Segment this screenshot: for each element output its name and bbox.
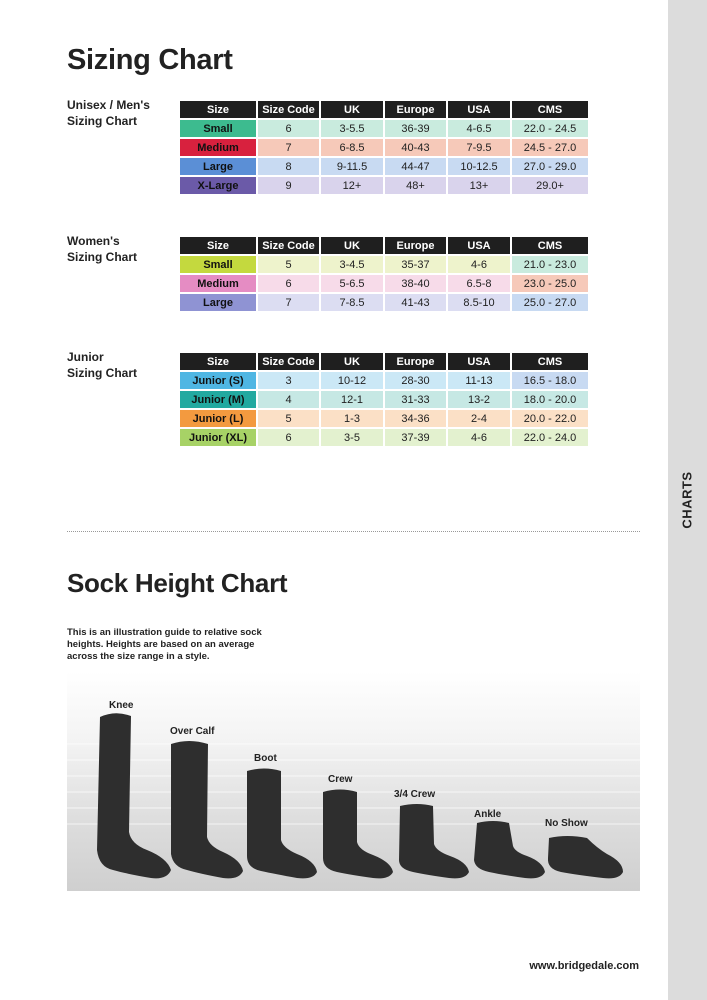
header-europe: Europe: [385, 101, 446, 118]
website-url: www.bridgedale.com: [529, 960, 639, 972]
sock-illustration-svg: [67, 672, 640, 891]
header-size: Size: [180, 237, 256, 254]
header-size-code: Size Code: [258, 237, 319, 254]
size-cell: Large: [180, 294, 256, 311]
usa-cell: 8.5-10: [448, 294, 510, 311]
cms-cell: 29.0+: [512, 177, 588, 194]
europe-cell: 35-37: [385, 256, 446, 273]
unisex-table-label: [67, 97, 150, 129]
crew-sock-icon: [323, 790, 393, 879]
cms-cell: 16.5 - 18.0: [512, 372, 588, 389]
sock-height-intro: This is an illustration guide to relative sock heights. Heights are based on an average across the size range in a style.: [67, 627, 262, 662]
womens-table-label: [67, 233, 137, 265]
usa-cell: 11-13: [448, 372, 510, 389]
header-cms: CMS: [512, 353, 588, 370]
header-europe: Europe: [385, 353, 446, 370]
womens-label-line1: Women's: [67, 234, 120, 248]
size-code-cell: 8: [258, 158, 319, 175]
junior-label-line1: Junior: [67, 350, 104, 364]
size-cell: Large: [180, 158, 256, 175]
sock-height-title: Sock Height Chart: [67, 568, 288, 598]
header-cms: CMS: [512, 237, 588, 254]
table-row: [180, 275, 588, 292]
europe-cell: 44-47: [385, 158, 446, 175]
cms-cell: 20.0 - 22.0: [512, 410, 588, 427]
size-cell: Medium: [180, 139, 256, 156]
junior-table-label: [67, 349, 137, 381]
usa-cell: 2-4: [448, 410, 510, 427]
usa-cell: 4-6: [448, 429, 510, 446]
header-uk: UK: [321, 101, 383, 118]
header-size-code: Size Code: [258, 101, 319, 118]
junior-label-line2: Sizing Chart: [67, 366, 138, 380]
table-row: [180, 139, 588, 156]
table-row: [180, 410, 588, 427]
table-header-row: [180, 237, 588, 254]
header-uk: UK: [321, 353, 383, 370]
size-cell: Junior (S): [180, 372, 256, 389]
size-cell: X-Large: [180, 177, 256, 194]
over-calf-sock-icon: [171, 741, 243, 878]
table-row: [180, 294, 588, 311]
uk-cell: 12+: [321, 177, 383, 194]
table-header-row: [180, 353, 588, 370]
uk-cell: 3-5.5: [321, 120, 383, 137]
uk-cell: 5-6.5: [321, 275, 383, 292]
size-cell: Small: [180, 120, 256, 137]
size-code-cell: 6: [258, 429, 319, 446]
header-size-code: Size Code: [258, 353, 319, 370]
cms-cell: 18.0 - 20.0: [512, 391, 588, 408]
size-code-cell: 5: [258, 410, 319, 427]
usa-cell: 4-6.5: [448, 120, 510, 137]
three-quarter-crew-sock-icon: [399, 804, 469, 878]
ankle-sock-icon: [474, 821, 545, 878]
header-usa: USA: [448, 237, 510, 254]
cms-cell: 23.0 - 25.0: [512, 275, 588, 292]
sock-label-crew: Crew: [328, 774, 353, 785]
uk-cell: 3-4.5: [321, 256, 383, 273]
sock-label-boot: Boot: [254, 753, 277, 764]
usa-cell: 6.5-8: [448, 275, 510, 292]
table-row: [180, 256, 588, 273]
boot-sock-icon: [247, 769, 317, 879]
sock-label-over-calf: Over Calf: [170, 726, 215, 737]
sock-label-ankle: Ankle: [474, 809, 502, 820]
europe-cell: 34-36: [385, 410, 446, 427]
header-size: Size: [180, 101, 256, 118]
unisex-label-line2: Sizing Chart: [67, 114, 138, 128]
size-cell: Junior (M): [180, 391, 256, 408]
usa-cell: 13+: [448, 177, 510, 194]
europe-cell: 48+: [385, 177, 446, 194]
europe-cell: 31-33: [385, 391, 446, 408]
size-cell: Small: [180, 256, 256, 273]
table-row: [180, 177, 588, 194]
europe-cell: 40-43: [385, 139, 446, 156]
uk-cell: 1-3: [321, 410, 383, 427]
uk-cell: 6-8.5: [321, 139, 383, 156]
womens-label-line2: Sizing Chart: [67, 250, 138, 264]
usa-cell: 7-9.5: [448, 139, 510, 156]
size-code-cell: 7: [258, 139, 319, 156]
cms-cell: 22.0 - 24.5: [512, 120, 588, 137]
size-cell: Junior (L): [180, 410, 256, 427]
size-code-cell: 6: [258, 120, 319, 137]
uk-cell: 12-1: [321, 391, 383, 408]
usa-cell: 4-6: [448, 256, 510, 273]
europe-cell: 36-39: [385, 120, 446, 137]
womens-size-table: [178, 235, 590, 313]
size-code-cell: 5: [258, 256, 319, 273]
table-row: [180, 391, 588, 408]
europe-cell: 41-43: [385, 294, 446, 311]
header-usa: USA: [448, 353, 510, 370]
unisex-size-table: [178, 99, 590, 196]
table-row: [180, 158, 588, 175]
knee-sock-icon: [97, 713, 171, 878]
header-europe: Europe: [385, 237, 446, 254]
table-row: [180, 429, 588, 446]
size-code-cell: 3: [258, 372, 319, 389]
uk-cell: 9-11.5: [321, 158, 383, 175]
header-usa: USA: [448, 101, 510, 118]
sock-height-illustration: [67, 672, 640, 891]
uk-cell: 7-8.5: [321, 294, 383, 311]
table-header-row: [180, 101, 588, 118]
europe-cell: 37-39: [385, 429, 446, 446]
no-show-sock-icon: [548, 836, 623, 878]
uk-cell: 3-5: [321, 429, 383, 446]
sidebar-tab-label: CHARTS: [679, 471, 695, 529]
header-uk: UK: [321, 237, 383, 254]
size-code-cell: 9: [258, 177, 319, 194]
cms-cell: 27.0 - 29.0: [512, 158, 588, 175]
header-cms: CMS: [512, 101, 588, 118]
header-size: Size: [180, 353, 256, 370]
table-row: [180, 372, 588, 389]
section-divider: [67, 531, 640, 532]
europe-cell: 38-40: [385, 275, 446, 292]
junior-size-table: [178, 351, 590, 448]
usa-cell: 10-12.5: [448, 158, 510, 175]
sock-label-no-show: No Show: [545, 818, 588, 829]
uk-cell: 10-12: [321, 372, 383, 389]
size-code-cell: 7: [258, 294, 319, 311]
size-cell: Junior (XL): [180, 429, 256, 446]
sock-label-3-4-crew: 3/4 Crew: [394, 789, 436, 800]
size-cell: Medium: [180, 275, 256, 292]
cms-cell: 21.0 - 23.0: [512, 256, 588, 273]
cms-cell: 22.0 - 24.0: [512, 429, 588, 446]
europe-cell: 28-30: [385, 372, 446, 389]
unisex-label-line1: Unisex / Men's: [67, 98, 150, 112]
size-code-cell: 4: [258, 391, 319, 408]
usa-cell: 13-2: [448, 391, 510, 408]
table-row: [180, 120, 588, 137]
sock-label-knee: Knee: [109, 700, 134, 711]
cms-cell: 25.0 - 27.0: [512, 294, 588, 311]
page-title: Sizing Chart: [67, 44, 233, 76]
cms-cell: 24.5 - 27.0: [512, 139, 588, 156]
size-code-cell: 6: [258, 275, 319, 292]
